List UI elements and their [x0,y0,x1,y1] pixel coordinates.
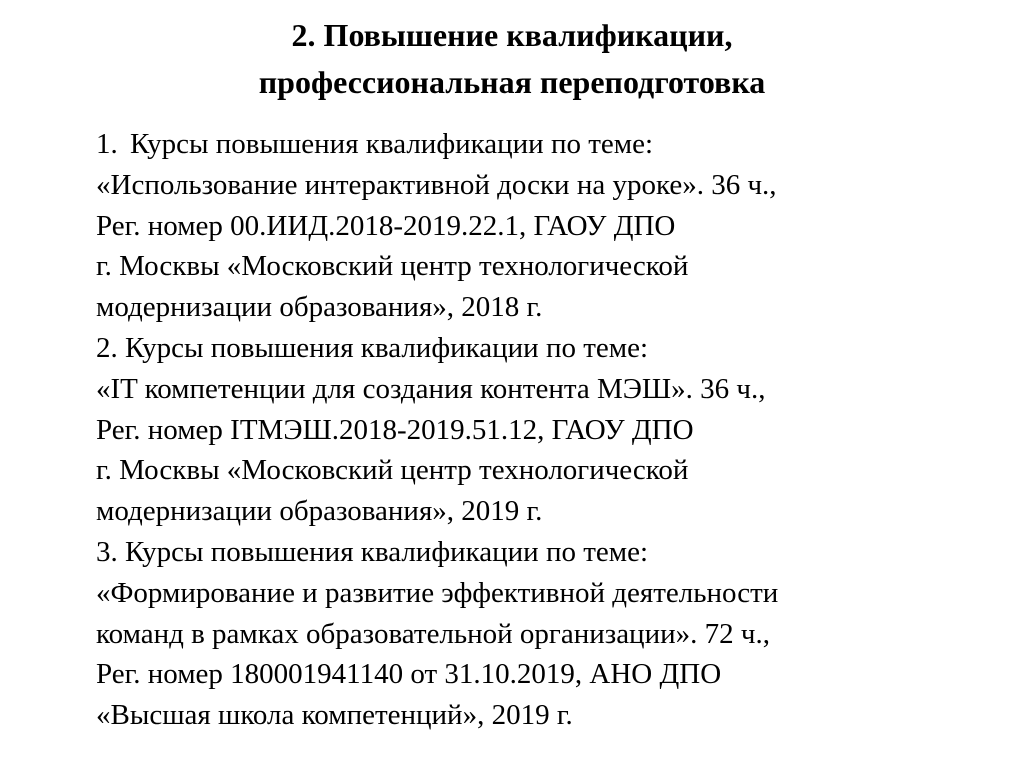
title-line-2: профессиональная переподготовка [258,64,766,100]
course-item-1-line-3: Рег. номер 00.ИИД.2018-2019.22.1, ГАОУ ДПО [96,209,676,242]
course-item-1-line-2: «Использование интерактивной доски на уроке». 36 ч., [96,168,777,201]
course-item-2-line-1: 2. Курсы повышения квалификации по теме: [96,331,649,364]
course-item-2-line-2: «IT компетенции для создания контента МЭШ». 36 ч., [96,372,766,405]
course-item-3-line-5: «Высшая школа компетенций», 2019 г. [96,699,573,732]
title-line-1: 2. Повышение квалификации, [291,17,733,53]
course-item-1 [96,124,996,328]
course-item-2 [96,328,996,532]
course-item-1-number: 1. [96,128,118,160]
course-item-3 [96,532,996,736]
course-item-3-line-2: «Формирование и развитие эффективной деятельности [96,576,779,609]
course-item-1-line-4: г. Москвы «Московский центр технологической [96,250,689,283]
course-item-2-line-5: модернизации образования», 2019 г. [96,495,543,528]
slide-title [0,12,1024,106]
course-item-3-line-4: Рег. номер 180001941140 от 31.10.2019, АНО ДПО [96,658,722,691]
course-item-2-line-3: Рег. номер ITМЭШ.2018-2019.51.12, ГАОУ ДПО [96,413,694,446]
course-item-1-line-1: 1. Курсы повышения квалификации по теме: [96,124,996,165]
course-item-2-line-4: г. Москвы «Московский центр технологической [96,454,689,487]
course-item-3-line-3: команд в рамках образовательной организации». 72 ч., [96,617,770,650]
course-item-3-line-1: 3. Курсы повышения квалификации по теме: [96,535,649,568]
course-list [96,124,996,736]
course-item-1-line-5: модернизации образования», 2018 г. [96,291,543,324]
